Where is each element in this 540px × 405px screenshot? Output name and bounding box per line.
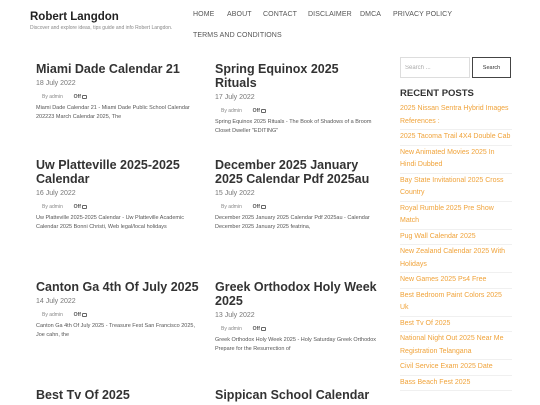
post-card <box>215 62 383 136</box>
site-title[interactable]: Robert Langdon <box>30 11 119 23</box>
comment-icon <box>261 327 266 331</box>
nav-privacy-policy[interactable]: PRIVACY POLICY <box>393 11 453 18</box>
recent-post-link[interactable]: National Night Out 2025 Near Me Registration Telangana <box>400 332 512 360</box>
post-date: 17 July 2022 <box>215 94 255 101</box>
post-author[interactable]: admin <box>228 326 242 332</box>
recent-posts-list <box>400 102 512 391</box>
post-card <box>36 158 204 232</box>
post-author-prefix: By <box>221 204 227 210</box>
post-title[interactable]: Canton Ga 4th Of July 2025 <box>36 280 199 294</box>
post-excerpt: Spring Equinox 2025 Rituals - The Book of Shadows of a Broom Closet Dweller "EDITING" <box>215 119 372 134</box>
nav-contact[interactable]: CONTACT <box>263 11 298 18</box>
post-author-prefix: By <box>42 94 48 100</box>
post-title[interactable]: Greek Orthodox Holy Week 2025 <box>215 280 377 308</box>
post-excerpt: Canton Ga 4th Of July 2025 - Treasure Fest San Francisco 2025, Joe cahn, the <box>36 323 195 338</box>
post-excerpt: December 2025 January 2025 Calendar Pdf 2025au - Calendar December 2025 January 2025 featrina, <box>215 215 370 230</box>
post-author-prefix: By <box>221 326 227 332</box>
site-description: Discover and explore ideas, tips guide and info Robert Langdon. <box>30 25 173 31</box>
post-card <box>215 388 383 402</box>
post-comments[interactable]: Off <box>252 108 260 114</box>
post-author-prefix: By <box>42 312 48 318</box>
comment-icon <box>261 205 266 209</box>
recent-post-link[interactable]: Best Bedroom Paint Colors 2025 Uk <box>400 289 512 317</box>
recent-post-link[interactable]: New Zealand Calendar 2025 With Holidays <box>400 245 512 273</box>
post-author-prefix: By <box>42 204 48 210</box>
recent-post-link[interactable]: Pug Wall Calendar 2025 <box>400 230 512 246</box>
post-meta <box>36 204 204 211</box>
post-title[interactable]: Sippican School Calendar <box>215 388 370 402</box>
comment-icon <box>261 109 266 113</box>
post-comments[interactable]: Off <box>73 94 81 100</box>
post-excerpt: Miami Dade Calendar 21 - Miami Dade Public School Calendar 202223 March Calendar 2025, The <box>36 105 190 120</box>
post-card <box>215 280 383 354</box>
nav-dmca[interactable]: DMCA <box>360 11 382 18</box>
post-date: 14 July 2022 <box>36 298 76 305</box>
post-comments[interactable]: Off <box>73 312 81 318</box>
search-input[interactable] <box>400 57 470 78</box>
recent-post-link[interactable]: New Animated Movies 2025 In Hindi Dubbed <box>400 146 512 174</box>
post-meta <box>36 312 204 319</box>
site-header <box>0 0 540 50</box>
post-title[interactable]: Uw Platteville 2025-2025 Calendar <box>36 158 180 186</box>
recent-post-link[interactable]: 2025 Nissan Sentra Hybrid Images References : <box>400 102 512 130</box>
post-card <box>36 280 204 340</box>
post-date: 16 July 2022 <box>36 190 76 197</box>
nav-disclaimer[interactable]: DISCLAIMER <box>308 11 352 18</box>
post-title[interactable]: Spring Equinox 2025 Rituals <box>215 62 339 90</box>
post-author-prefix: By <box>221 108 227 114</box>
search-form <box>400 57 512 78</box>
recent-post-link[interactable]: Best Tv Of 2025 <box>400 317 512 333</box>
recent-post-link[interactable]: New Games 2025 Ps4 Free <box>400 273 512 289</box>
post-author[interactable]: admin <box>228 108 242 114</box>
comment-icon <box>82 313 87 317</box>
post-card <box>215 158 383 232</box>
recent-post-link[interactable]: Bay State Invitational 2025 Cross Country <box>400 174 512 202</box>
post-author[interactable]: admin <box>228 204 242 210</box>
post-date: 13 July 2022 <box>215 312 255 319</box>
post-title[interactable]: Miami Dade Calendar 21 <box>36 62 180 76</box>
post-meta <box>215 108 383 115</box>
nav-home[interactable]: HOME <box>193 11 215 18</box>
post-excerpt: Uw Platteville 2025-2025 Calendar - Uw Platteville Academic Calendar 2025 Bonni Christi, Web legal/local holidays <box>36 215 184 230</box>
post-date: 15 July 2022 <box>215 190 255 197</box>
post-meta <box>215 326 383 333</box>
post-meta <box>36 94 204 101</box>
post-meta <box>215 204 383 211</box>
search-button[interactable]: Search <box>472 57 511 78</box>
nav-about[interactable]: ABOUT <box>227 11 252 18</box>
post-title[interactable]: Best Tv Of 2025 <box>36 388 130 402</box>
post-comments[interactable]: Off <box>252 204 260 210</box>
post-author[interactable]: admin <box>49 204 63 210</box>
recent-post-link[interactable]: Civil Service Exam 2025 Date <box>400 360 512 376</box>
post-card <box>36 388 204 402</box>
nav-terms-and-conditions[interactable]: TERMS AND CONDITIONS <box>193 32 282 39</box>
post-author[interactable]: admin <box>49 312 63 318</box>
post-author[interactable]: admin <box>49 94 63 100</box>
comment-icon <box>82 95 87 99</box>
post-date: 18 July 2022 <box>36 80 76 87</box>
recent-post-link[interactable]: Bass Beach Fest 2025 <box>400 376 512 392</box>
recent-post-link[interactable]: Royal Rumble 2025 Pre Show Match <box>400 202 512 230</box>
site-branding <box>30 11 180 31</box>
post-title[interactable]: December 2025 January 2025 Calendar Pdf 2025au <box>215 158 370 186</box>
post-card <box>36 62 204 122</box>
recent-post-link[interactable]: 2025 Tacoma Trail 4X4 Double Cab <box>400 130 512 146</box>
post-comments[interactable]: Off <box>252 326 260 332</box>
post-comments[interactable]: Off <box>73 204 81 210</box>
sidebar <box>400 57 512 391</box>
recent-posts-heading: RECENT POSTS <box>400 88 474 99</box>
comment-icon <box>82 205 87 209</box>
post-excerpt: Greek Orthodox Holy Week 2025 - Holy Saturday Greek Orthodox Prepare for the Resurrection of <box>215 337 376 352</box>
